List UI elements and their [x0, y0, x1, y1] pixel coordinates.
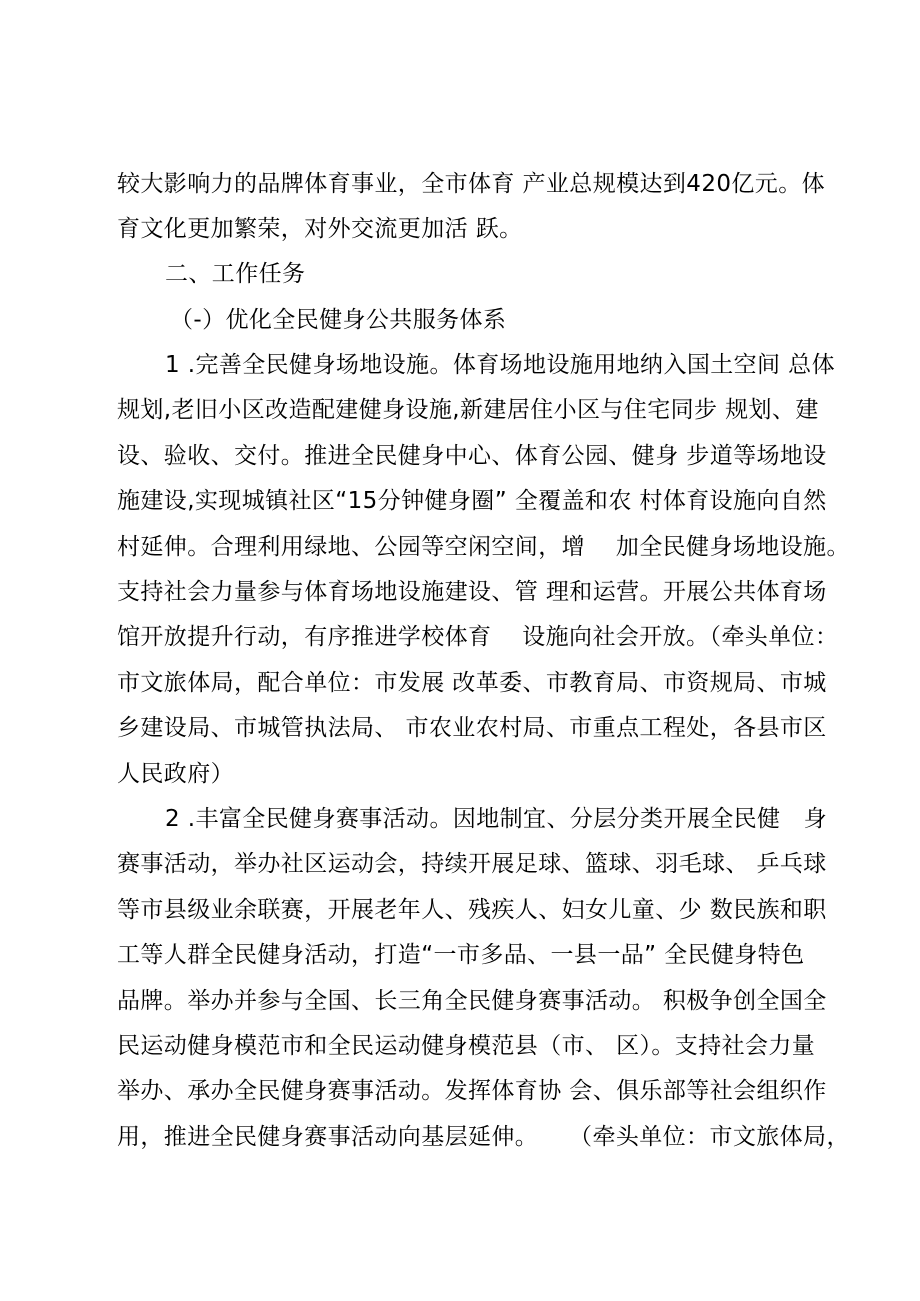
- text-line-2: 育文化更加繁荣，对外交流更加活 跃。: [117, 216, 523, 242]
- paragraph-1-line-2: 规划,老旧小区改造配建健身设施,新建居住小区与住宅同步 规划、建: [117, 397, 819, 423]
- paragraph-1-line-10: 人民政府）: [117, 761, 234, 787]
- paragraph-2-line-8: 用，推进全民健身赛事活动向基层延伸。 （牵头单位：市文旅体局，: [117, 1124, 850, 1150]
- paragraph-1-line-4: 施建设,实现城镇社区“15分钟健身圈” 全覆盖和农 村体育设施向自然: [117, 488, 827, 514]
- paragraph-1-line-8: 市文旅体局，配合单位：市发展 改革委、市教育局、市资规局、市城: [117, 670, 827, 696]
- paragraph-2-line-7: 举办、承办全民健身赛事活动。发挥体育协 会、俱乐部等社会组织作: [117, 1078, 827, 1104]
- paragraph-2-line-2: 赛事活动，举办社区运动会，持续开展足球、篮球、羽毛球、 乒乓球: [117, 851, 827, 877]
- paragraph-1-line-3: 设、验收、交付。推进全民健身中心、体育公园、健身 步道等场地设: [117, 443, 827, 469]
- paragraph-1-line-5: 村延伸。合理利用绿地、公园等空闲空间，增 加全民健身场地设施。: [117, 534, 850, 560]
- paragraph-1-line-6: 支持社会力量参与体育场地设施建设、管 理和运营。开展公共体育场: [117, 579, 827, 605]
- text-line-1: 较大影响力的品牌体育事业，全市体育 产业总规模达到420亿元。体: [117, 171, 826, 197]
- paragraph-2-line-4: 工等人群全民健身活动，打造“一市多品、一县一品” 全民健身特色: [117, 942, 805, 968]
- paragraph-1-line-9: 乡建设局、市城管执法局、 市农业农村局、市重点工程处，各县市区: [117, 715, 827, 741]
- section-heading: 二、工作任务: [165, 261, 306, 287]
- paragraph-2-line-1: 2 .丰富全民健身赛事活动。因地制宜、分层分类开展全民健 身: [165, 806, 827, 832]
- paragraph-2-line-5: 品牌。举办并参与全国、长三角全民健身赛事活动。 积极争创全国全: [117, 988, 827, 1014]
- paragraph-2-line-3: 等市县级业余联赛，开展老年人、残疾人、妇女儿童、少 数民族和职: [117, 897, 827, 923]
- paragraph-1-line-1: 1 .完善全民健身场地设施。体育场地设施用地纳入国土空间 总体: [165, 352, 835, 378]
- paragraph-2-line-6: 民运动健身模范市和全民运动健身模范县（市、 区）。支持社会力量: [117, 1033, 816, 1059]
- subsection-heading: （-）优化全民健身公共服务体系: [170, 307, 507, 333]
- paragraph-1-line-7: 馆开放提升行动，有序推进学校体育 设施向社会开放。（牵头单位：: [117, 624, 839, 650]
